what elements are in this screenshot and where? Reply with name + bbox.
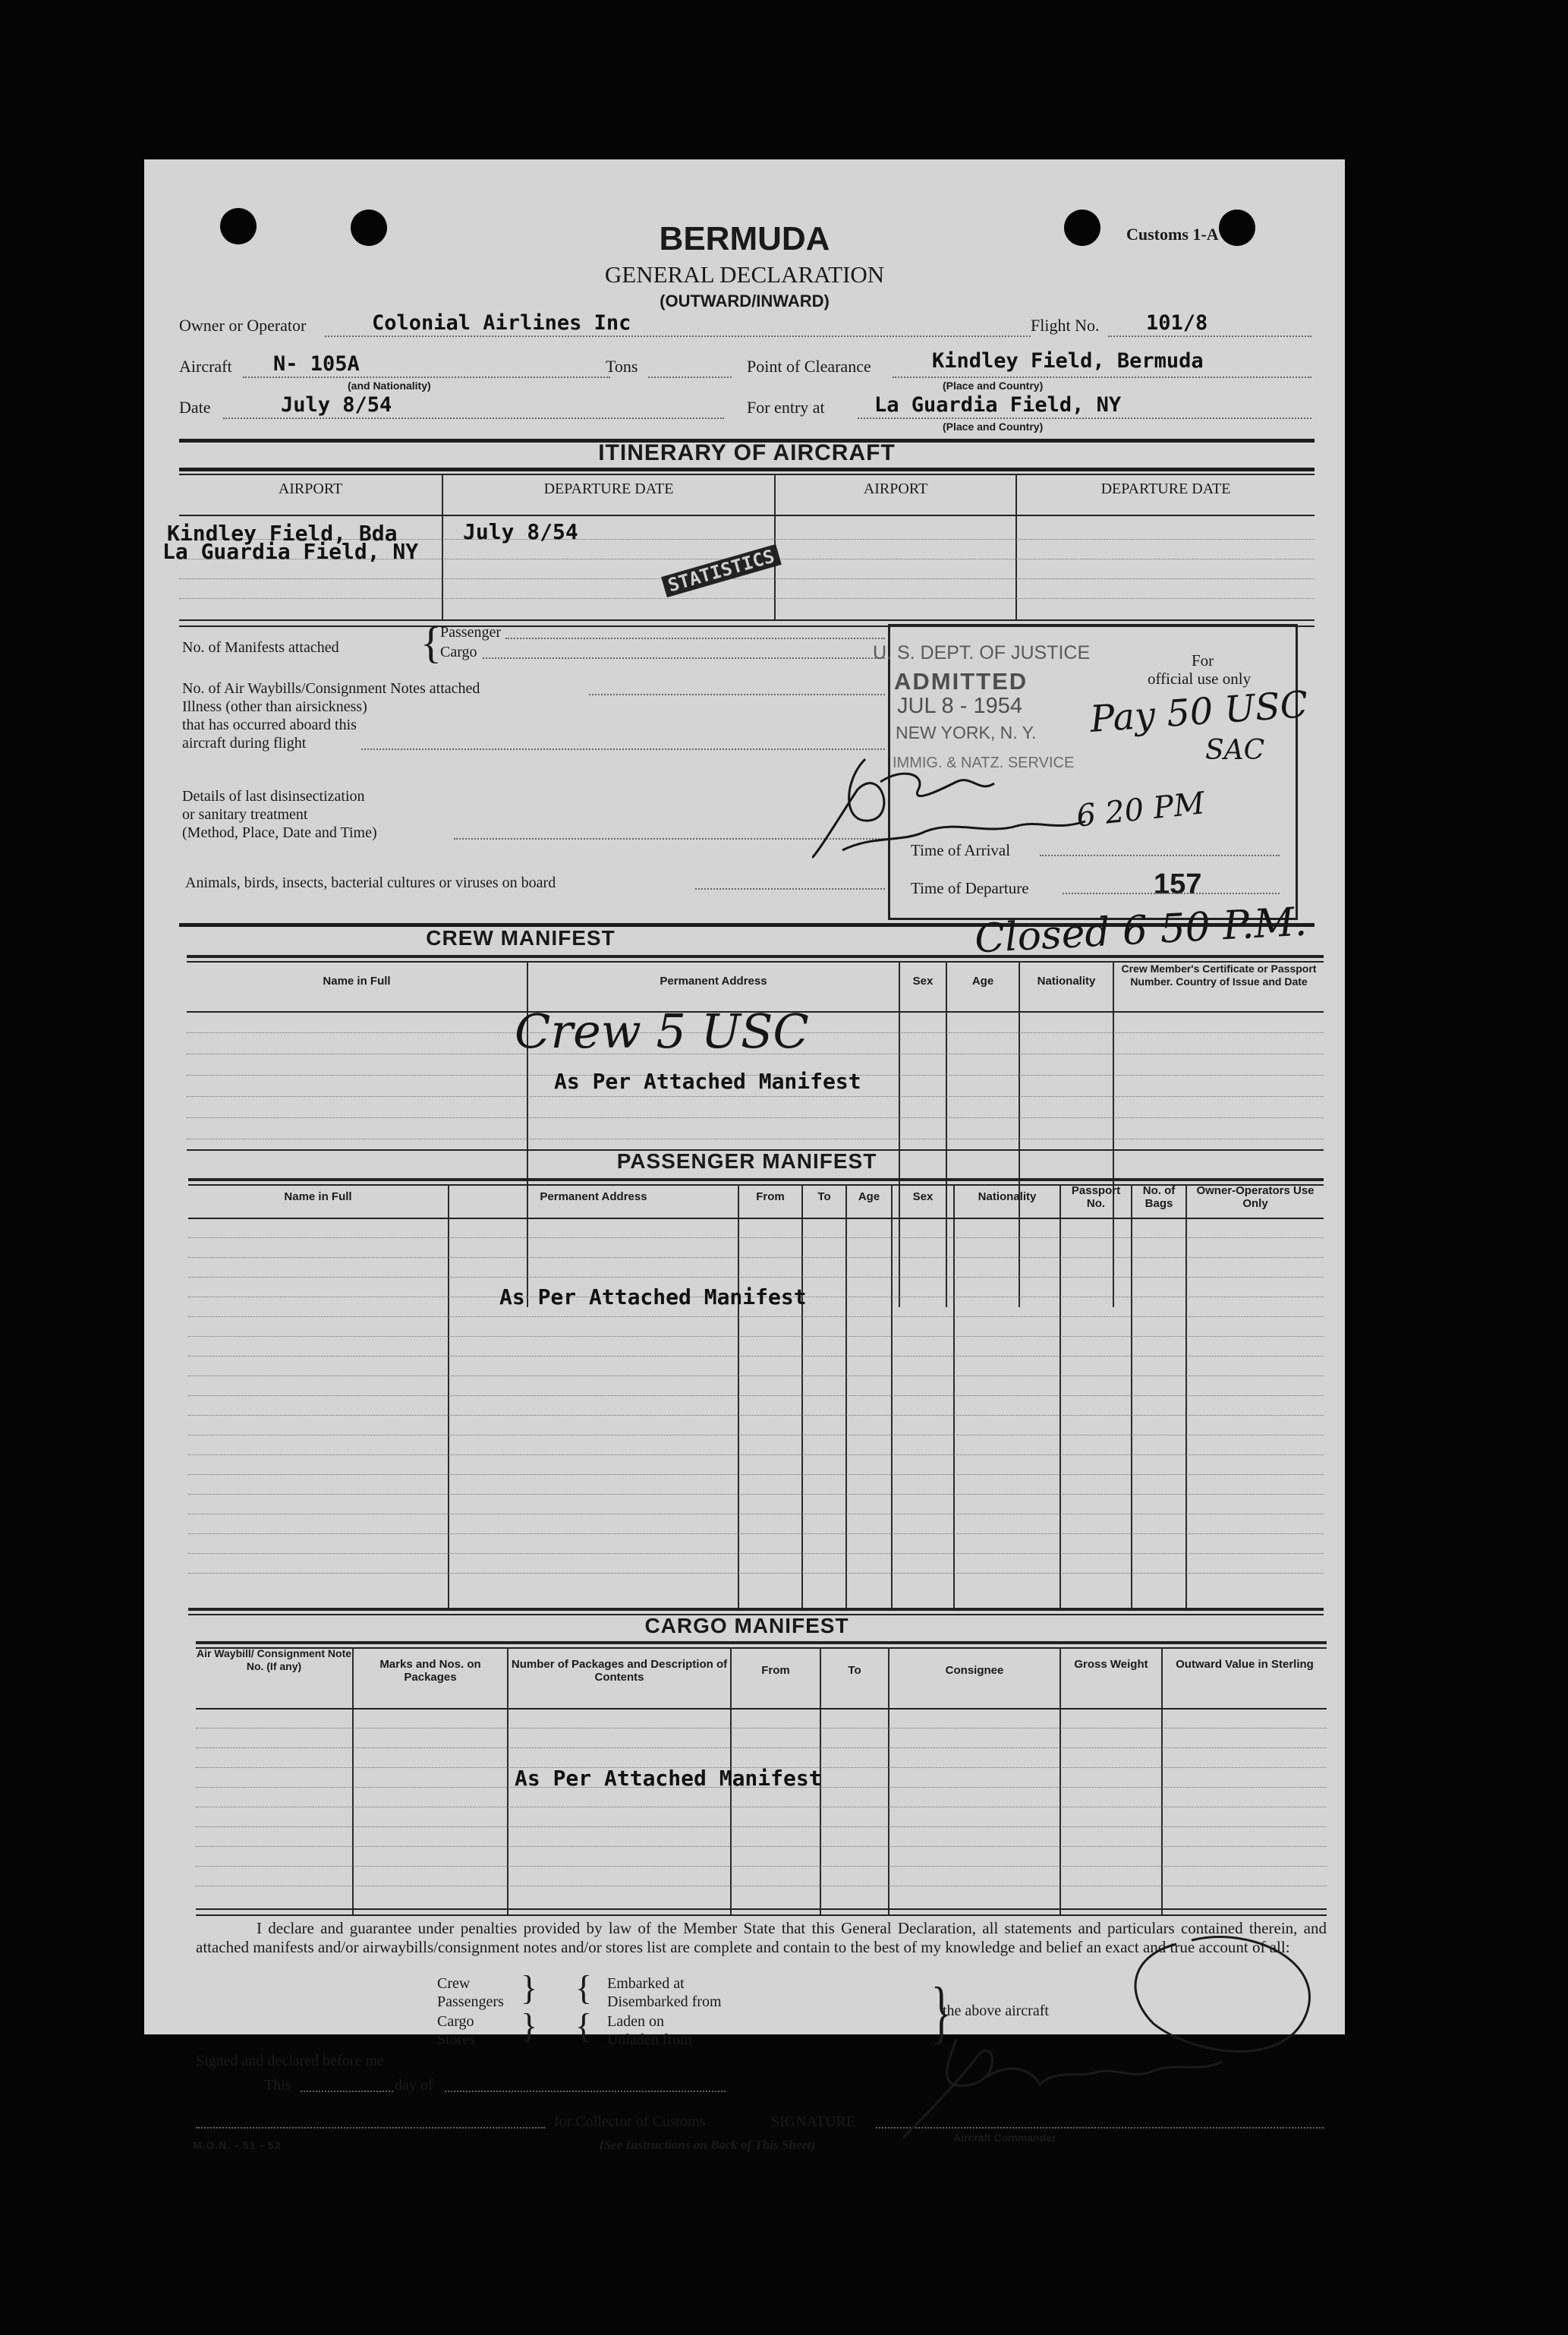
cargo-col-consignee: Consignee <box>945 1664 1004 1677</box>
day-of-label: day of <box>395 2077 433 2094</box>
col-divider <box>1019 961 1020 1307</box>
rule <box>188 1608 1324 1611</box>
disinsect-label-1: Details of last disinsectization <box>182 788 365 805</box>
owner-label: Owner or Operator <box>179 316 307 335</box>
this-line <box>301 2091 393 2092</box>
itinerary-col-date: DEPARTURE DATE <box>543 481 674 497</box>
date-label: Date <box>179 398 211 417</box>
cargo-col-weight: Gross Weight <box>1074 1658 1148 1671</box>
illness-label-1: Illness (other than airsickness) <box>182 698 367 715</box>
dotted-rule <box>196 1747 1327 1748</box>
date-line <box>223 418 724 419</box>
handwritten-count: Pay 50 USC <box>1088 683 1310 741</box>
crew-title: CREW MANIFEST <box>426 926 616 950</box>
passenger-title: PASSENGER MANIFEST <box>616 1149 877 1173</box>
pax-col-age: Age <box>858 1190 880 1203</box>
manifests-cargo: Cargo <box>440 644 477 660</box>
rule <box>187 955 1324 958</box>
pax-col-address: Permanent Address <box>540 1190 647 1203</box>
brace: { <box>420 618 442 667</box>
crew-col-address: Permanent Address <box>660 975 767 988</box>
dotted-rule <box>188 1316 1324 1317</box>
decl-item-embarked: Embarked at <box>607 1975 685 1992</box>
rule <box>179 474 1315 475</box>
admitted-stamp-line5: IMMIG. & NATZ. SERVICE <box>893 755 1075 771</box>
crew-col-nationality: Nationality <box>1037 975 1096 988</box>
cargo-note: As Per Attached Manifest <box>515 1766 822 1791</box>
date-value: July 8/54 <box>281 393 392 417</box>
flight-label: Flight No. <box>1031 316 1100 335</box>
form-code: Customs 1-A <box>1126 225 1219 244</box>
collector-line <box>196 2127 545 2129</box>
col-divider <box>801 1184 803 1608</box>
dotted-rule <box>188 1474 1324 1475</box>
signed-label: Signed and declared before me <box>196 2053 384 2069</box>
dotted-rule <box>179 578 1315 579</box>
signature-label: SIGNATURE <box>771 2113 856 2130</box>
dotted-rule <box>187 1117 1324 1118</box>
crew-note: As Per Attached Manifest <box>554 1069 861 1094</box>
clearance-label: Point of Clearance <box>747 357 871 376</box>
clearance-value: Kindley Field, Bermuda <box>932 349 1204 373</box>
entry-line <box>858 418 1311 419</box>
crew-col-name: Name in Full <box>323 975 391 988</box>
arrival-label: Time of Arrival <box>911 841 1011 859</box>
day-of-line <box>445 2091 726 2092</box>
aircraft-label: Aircraft <box>179 357 232 376</box>
rule <box>196 1641 1327 1644</box>
brace: } <box>521 1968 538 2007</box>
illness-label-3: aircraft during flight <box>182 735 307 752</box>
arrival-value: 6 20 PM <box>1075 786 1207 834</box>
dotted-rule <box>188 1573 1324 1574</box>
aircraft-value: N- 105A <box>273 352 360 376</box>
pax-col-bags: No. of Bags <box>1142 1184 1176 1210</box>
illness-label-2: that has occurred aboard this <box>182 717 357 733</box>
itinerary-date-1: July 8/54 <box>463 519 578 544</box>
clearance-sub: (Place and Country) <box>943 380 1044 392</box>
decl-item-disembarked: Disembarked from <box>607 1993 722 2010</box>
animals-label: Animals, birds, insects, bacterial cultures or viruses on board <box>185 874 556 891</box>
entry-sub: (Place and Country) <box>943 421 1044 433</box>
arrival-line <box>1040 855 1280 856</box>
official-use: official use only <box>1148 670 1252 688</box>
col-divider <box>1131 1184 1132 1608</box>
passenger-line <box>505 638 885 639</box>
pax-col-from: From <box>756 1190 785 1203</box>
handwritten-sac: SAC <box>1205 735 1265 766</box>
itinerary-airport-1: Kindley Field, Bda <box>167 521 398 546</box>
itinerary-col-airport: AIRPORT <box>278 481 343 497</box>
cargo-line <box>483 657 885 659</box>
aircraft-line <box>243 377 610 378</box>
statistics-stamp: STATISTICS <box>661 544 781 597</box>
tons-line <box>648 377 732 378</box>
itinerary-col-airport-2: AIRPORT <box>863 481 928 497</box>
decl-item-cargo: Cargo <box>437 2013 474 2030</box>
decl-item-unladen: Unladen from <box>607 2031 692 2048</box>
cargo-col-packages: Number of Packages and Description of Contents <box>511 1658 728 1684</box>
clearance-line <box>893 377 1311 378</box>
commander-label: Aircraft Commander <box>953 2132 1056 2144</box>
crew-hand-note: Crew 5 USC <box>515 1004 809 1059</box>
brace: { <box>575 2006 593 2045</box>
crew-col-sex: Sex <box>912 975 934 988</box>
dotted-rule <box>179 598 1315 599</box>
official-for: For <box>1192 651 1214 670</box>
col-divider <box>953 1184 955 1608</box>
cargo-col-value: Outward Value in Sterling <box>1176 1658 1314 1671</box>
col-divider <box>888 1647 889 1914</box>
dotted-rule <box>187 1096 1324 1097</box>
departure-line <box>1063 893 1280 894</box>
disinsect-label-3: (Method, Place, Date and Time) <box>182 824 377 841</box>
collector-label: for Collector of Customs <box>554 2113 706 2130</box>
form-number: M.O.N. - 51 - 52 <box>193 2139 282 2151</box>
form-title: GENERAL DECLARATION <box>604 261 885 288</box>
departure-value: 157 <box>1154 868 1202 900</box>
dotted-rule <box>188 1415 1324 1416</box>
col-divider <box>891 1184 893 1608</box>
dotted-rule <box>188 1375 1324 1376</box>
form-subtitle: (OUTWARD/INWARD) <box>660 291 830 310</box>
dotted-rule <box>188 1336 1324 1337</box>
waybills-line <box>589 694 885 695</box>
admitted-stamp-line1: U. S. DEPT. OF JUSTICE <box>873 642 1091 663</box>
decl-item-crew: Crew <box>437 1975 471 1992</box>
pax-col-nationality: Nationality <box>978 1190 1037 1203</box>
itinerary-title: ITINERARY OF AIRCRAFT <box>598 440 896 465</box>
admitted-stamp-line4: NEW YORK, N. Y. <box>896 723 1037 742</box>
owner-line <box>325 336 1031 337</box>
itinerary-col-date-2: DEPARTURE DATE <box>1100 481 1231 497</box>
passenger-note: As Per Attached Manifest <box>499 1284 807 1309</box>
col-divider <box>738 1184 739 1608</box>
animals-line <box>695 888 885 890</box>
decl-item-passengers: Passengers <box>437 1993 504 2010</box>
aircraft-sub: (and Nationality) <box>348 380 431 392</box>
crew-col-age: Age <box>971 975 994 988</box>
manifests-label: No. of Manifests attached <box>182 639 339 656</box>
rule <box>179 515 1315 516</box>
pax-col-name: Name in Full <box>284 1190 352 1203</box>
col-divider <box>1060 1184 1061 1608</box>
entry-label: For entry at <box>747 398 825 417</box>
declaration-form-sheet <box>144 159 1345 2152</box>
brace: } <box>521 2006 538 2045</box>
pax-col-sex: Sex <box>912 1190 934 1203</box>
crew-col-certificate: Crew Member's Certificate or Passport Number. Country of Issue and Date <box>1121 963 1317 988</box>
waybills-label: No. of Air Waybills/Consignment Notes attached <box>182 680 480 697</box>
brace: { <box>575 1968 593 2007</box>
decl-item-laden: Laden on <box>607 2013 664 2030</box>
col-divider <box>946 961 947 1307</box>
admitted-stamp-line3: JUL 8 - 1954 <box>897 694 1022 718</box>
flight-value: 101/8 <box>1146 311 1208 335</box>
col-divider <box>1113 961 1114 1307</box>
dotted-rule <box>188 1277 1324 1278</box>
col-divider <box>507 1647 508 1914</box>
form-country: BERMUDA <box>659 220 830 257</box>
manifests-passenger: Passenger <box>440 624 501 641</box>
closed-note: Closed 6 50 P.M. <box>973 899 1308 963</box>
owner-value: Colonial Airlines Inc <box>372 311 631 335</box>
col-divider <box>1185 1184 1187 1608</box>
admitted-stamp-line2: ADMITTED <box>894 668 1028 695</box>
commander-signature <box>903 1811 1328 2145</box>
dotted-rule <box>188 1395 1324 1396</box>
itinerary-airport-2: La Guardia Field, NY <box>162 539 419 564</box>
brace: } <box>930 1973 952 2050</box>
cargo-col-marks: Marks and Nos. on Packages <box>379 1658 481 1684</box>
flight-line <box>1108 336 1311 337</box>
pax-col-passport: Passport No. <box>1071 1184 1121 1210</box>
col-divider <box>448 1184 449 1608</box>
col-divider <box>845 1184 847 1608</box>
decl-item-stores: Stores <box>437 2031 475 2048</box>
dotted-rule <box>188 1533 1324 1534</box>
cargo-col-to: To <box>848 1664 861 1677</box>
col-divider <box>899 961 900 1307</box>
declaration-text: I declare and guarantee under penalties provided by law of the Member State that this General Declaration, all statements and particulars contained therein, and attached manifests and/or airwaybills/consignment notes and/or stores list are complete and contain to the best of my knowledge and belief an exact and true account of all: <box>196 1919 1327 1956</box>
pax-col-to: To <box>817 1190 831 1203</box>
dotted-rule <box>188 1494 1324 1495</box>
illness-line <box>361 748 885 750</box>
cargo-title: CARGO MANIFEST <box>644 1614 849 1637</box>
dotted-rule <box>188 1553 1324 1554</box>
rule <box>179 468 1315 471</box>
dotted-rule <box>188 1356 1324 1357</box>
dotted-rule <box>188 1454 1324 1455</box>
dotted-rule <box>188 1257 1324 1258</box>
rule <box>188 1218 1324 1219</box>
instructions-note: (See Instructions on Back of This Sheet) <box>600 2138 816 2152</box>
cargo-col-waybill: Air Waybill/ Consignment Note No. (If any) <box>196 1647 352 1672</box>
this-label: This <box>264 2077 291 2094</box>
decl-aircraft: the above aircraft <box>943 2003 1049 2019</box>
rule <box>196 1647 1327 1649</box>
pax-col-owner: Owner-Operators Use Only <box>1196 1184 1315 1210</box>
col-divider <box>352 1647 354 1914</box>
rule <box>179 619 1315 621</box>
rule <box>188 1178 1324 1181</box>
tons-label: Tons <box>606 357 638 376</box>
rule <box>196 1708 1327 1709</box>
departure-label: Time of Departure <box>911 879 1029 897</box>
entry-value: La Guardia Field, NY <box>874 393 1122 417</box>
disinsect-label-2: or sanitary treatment <box>182 806 308 823</box>
cargo-col-from: From <box>761 1664 790 1677</box>
dotted-rule <box>188 1237 1324 1238</box>
